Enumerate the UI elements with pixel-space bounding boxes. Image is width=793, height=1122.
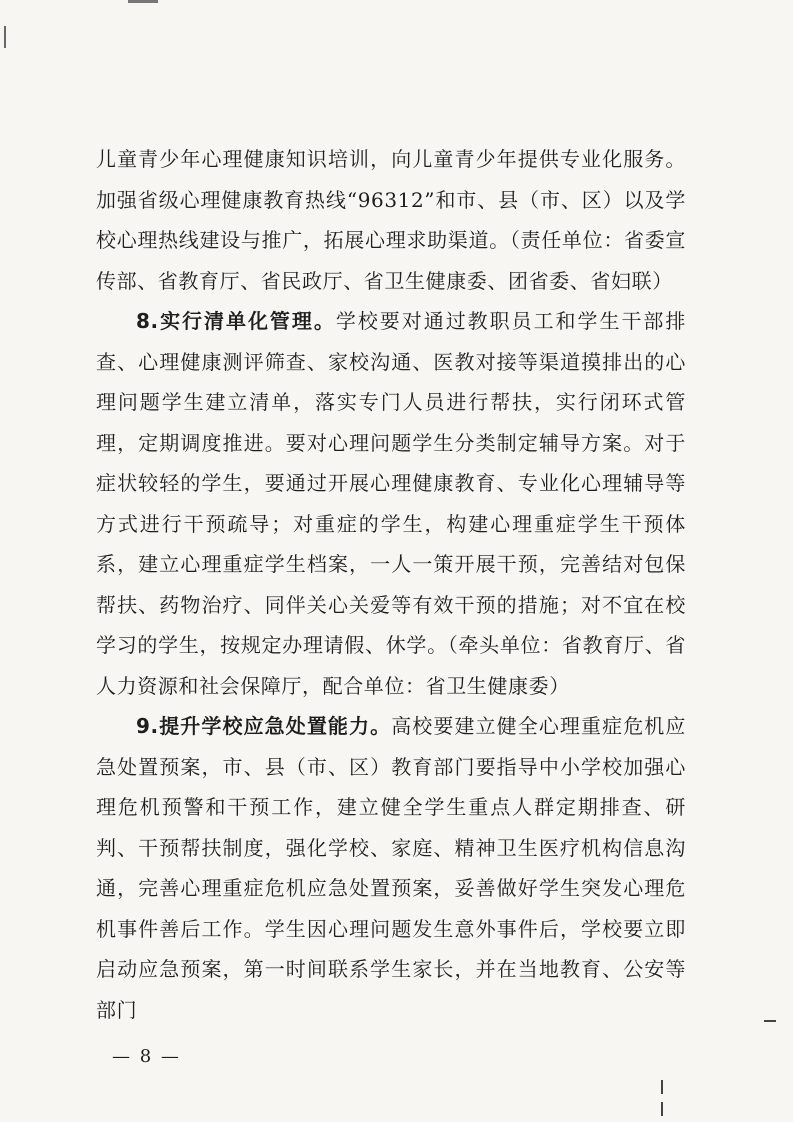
document-body (96, 139, 686, 1030)
paragraph-text: 高校要建立健全心理重症危机应急处置预案，市、县（市、区）教育部门要指导中小学校加强心理危机预警和干预工作，建立健全学生重点人群定期排查、研判、干预帮扶制度，强化学校、家庭、精神卫生医疗机构信息沟通，完善心理重症危机应急处置预案，妥善做好学生突发心理危机事件善后工作。学生因心理问题发生意外事件后，学校要立即启动应急预案，第一时间联系学生家长，并在当地教育、公安等部门 (96, 714, 686, 1022)
paragraph-text: 儿童青少年心理健康知识培训，向儿童青少年提供专业化服务。加强省级心理健康教育热线“96312”和市、县（市、区）以及学校心理热线建设与推广，拓展心理求助渠道。（责任单位：省委宣传部、省教育厅、省民政厅、省卫生健康委、团省委、省妇联） (96, 147, 686, 293)
paragraph-continuation (96, 139, 686, 301)
paragraph-item-9 (96, 706, 686, 1030)
scan-artifact (764, 1020, 776, 1022)
paragraph-text: 学校要对通过教职员工和学生干部排查、心理健康测评筛查、家校沟通、医教对接等渠道摸排出的心理问题学生建立清单，落实专门人员进行帮扶，实行闭环式管理，定期调度推进。要对心理问题学生分类制定辅导方案。对于症状较轻的学生，要通过开展心理健康教育、专业化心理辅导等方式进行干预疏导；对重症的学生，构建心理重症学生干预体系，建立心理重症学生档案，一人一策开展干预，完善结对包保帮扶、药物治疗、同伴关心关爱等有效干预的措施；对不宜在校学习的学生，按规定办理请假、休学。（牵头单位：省教育厅、省人力资源和社会保障厅，配合单位：省卫生健康委） (96, 309, 686, 698)
page-number: — 8 — (112, 1046, 181, 1067)
paragraph-heading: 8.实行清单化管理。 (136, 309, 336, 333)
paragraph-item-8 (96, 301, 686, 706)
paragraph-heading: 9.提升学校应急处置能力。 (136, 714, 392, 738)
scan-artifact (128, 0, 158, 3)
scan-artifact (4, 26, 6, 48)
scan-artifact (661, 1080, 663, 1094)
scan-artifact (661, 1102, 663, 1116)
